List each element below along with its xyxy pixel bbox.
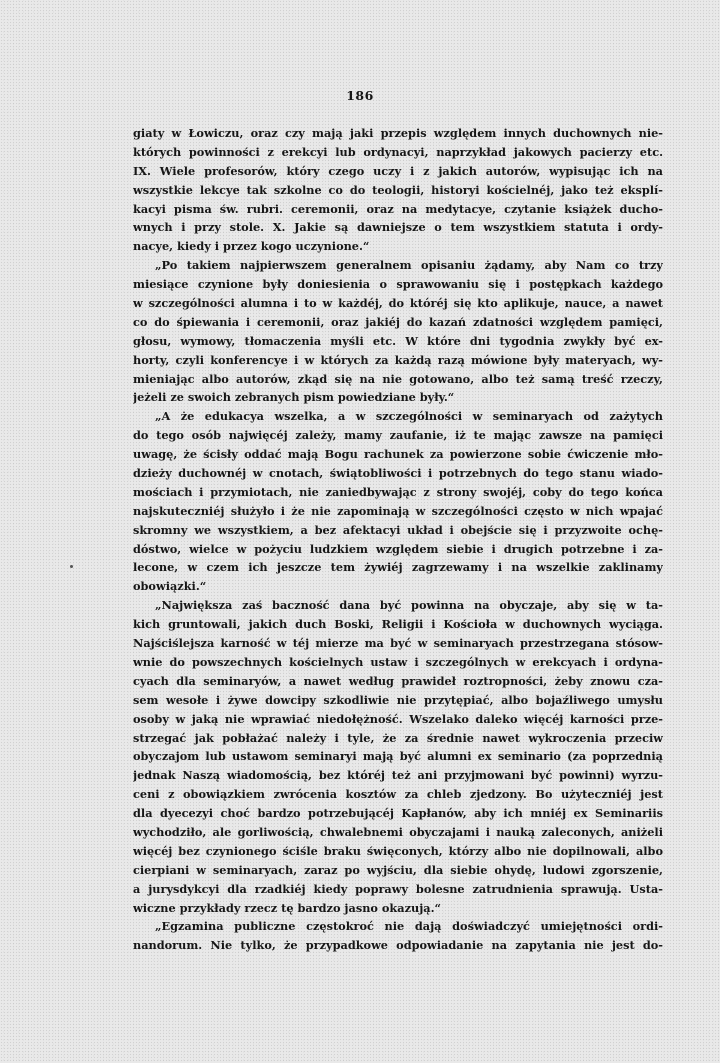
text-line: wiczne przykłady rzecz tę bardzo jasno okazują.“ <box>133 900 442 915</box>
text-line: do tego osób najwięcéj zależy, mamy zaufanie, iż te mając zawsze na pamięci <box>133 428 663 443</box>
text-line: najskuteczniéj służyło i że nie zapominają w szczególności często w nich wpajać <box>133 503 663 518</box>
text-line: „Największa zaś baczność dana być powinna na obyczaje, aby się w ta- <box>155 598 663 613</box>
text-line: „Po takiem najpierwszem generalnem opisaniu żądamy, aby Nam co trzy <box>155 258 663 273</box>
text-line: których powinności z erekcyi lub ordynacyi, naprzykład jakowych pacierzy etc. <box>133 144 663 159</box>
text-line: horty, czyli konferencye i w których za każdą razą mówione były materyach, wy- <box>133 352 663 367</box>
text-line: jeżeli ze swoich zebranych pism powiedziane były.“ <box>133 390 455 405</box>
text-line: lecone, w czem ich jeszcze tem żywiéj zagrzewamy i na wszelkie zaklinamy <box>133 560 663 575</box>
text-line: cierpiani w seminaryach, zaraz po wyjściu, dla siebie ohydę, ludowi zgorszenie, <box>133 862 663 877</box>
text-line: mościach i przymiotach, nie zaniedbywając z strony swojéj, coby do tego końca <box>133 484 663 499</box>
text-line: uwagę, że ścisły oddać mają Bogu rachunek za powierzone sobie ćwiczenie mło- <box>133 447 663 462</box>
text-line: co do śpiewania i ceremonii, oraz jakiéj do kazań zdatności względem pamięci, <box>133 314 663 329</box>
text-line: skromny we wszystkiem, a bez afektacyi układ i obejście się i przyzwoite ochę- <box>133 522 663 537</box>
text-line: jednak Naszą wiadomością, bez któréj też ani przyjmowani być powinni) wyrzu- <box>133 768 663 783</box>
text-line: a jurysdykcyi dla rzadkiéj kiedy poprawy bolesne zatrudnienia sprawują. Usta- <box>133 881 663 896</box>
text-line: wszystkie lekcye tak szkolne co do teologii, historyi kościelnéj, jako też eksplí- <box>133 182 663 197</box>
text-line: więcéj bez czynionego ściśle braku święconych, którzy albo nie dopilnowali, albo <box>133 843 663 858</box>
text-line: nandorum. Nie tylko, że przypadkowe odpowiadanie na zapytania nie jest do- <box>133 938 663 953</box>
paragraph <box>133 917 663 955</box>
text-line: kacyi pisma św. rubri. ceremonii, oraz na medytacye, czytanie książek ducho- <box>133 201 663 216</box>
text-line: wnie do powszechnych kościelnych ustaw i szczególnych w erekcyach i ordyna- <box>133 654 663 669</box>
body-text <box>133 124 663 955</box>
text-line: nacye, kiedy i przez kogo uczynione.“ <box>133 239 370 254</box>
paragraph <box>133 124 663 256</box>
text-line: cyach dla seminaryów, a nawet według prawideł roztropności, żeby znowu cza- <box>133 673 663 688</box>
text-line: wychodziło, ale gorliwością, chwalebnemi obyczajami i nauką zaleconych, aniżeli <box>133 824 663 839</box>
text-line: mieniając albo autorów, zkąd się na nie gotowano, albo też samą treść rzeczy, <box>133 371 663 386</box>
text-line: sem wesołe i żywe dowcipy szkodliwie nie przytępiać, albo bojaźliwego umysłu <box>133 692 663 707</box>
text-line: osoby w jaką nie wprawiać niedołężność. Wszelako daleko więcéj karności prze- <box>133 711 663 726</box>
paragraph <box>133 256 663 407</box>
text-line: dóstwo, wielce w pożyciu ludzkiem względem siebie i drugich potrzebne i za- <box>133 541 663 556</box>
text-line: „A że edukacya wszelka, a w szczególności w seminaryach od zażytych <box>155 409 663 424</box>
text-line: kich gruntowali, jakich duch Boski, Religii i Kościoła w duchownych wyciąga. <box>133 617 663 632</box>
text-line: dla dyecezyi choć bardzo potrzebującéj Kapłanów, aby ich mniéj ex Seminariis <box>133 806 663 821</box>
text-line: „Egzamina publiczne częstokroć nie dają doświadczyć umiejętności ordi- <box>155 919 663 934</box>
text-line: głosu, wymowy, tłomaczenia myśli etc. W które dni tygodnia zwykły być ex- <box>133 333 663 348</box>
text-line: obyczajom lub ustawom seminaryi mają być alumni ex seminario (za poprzednią <box>133 749 663 764</box>
text-line: obowiązki.“ <box>133 579 207 594</box>
paragraph <box>133 407 663 596</box>
text-line: w szczególności alumna i to w każdéj, do któréj się kto aplikuje, nauce, a nawet <box>133 296 663 311</box>
paragraph <box>133 596 663 917</box>
text-line: ceni z obowiązkiem zwrócenia kosztów za chleb zjedzony. Bo użyteczniéj jest <box>133 787 663 802</box>
ink-speck <box>70 565 73 568</box>
page-number: 186 <box>346 88 374 103</box>
text-line: strzegać jak pobłażać należy i tyle, że za średnie nawet wykroczenia przeciw <box>133 730 663 745</box>
text-line: IX. Wiele profesorów, który czego uczy i z jakich autorów, wypisując ich na <box>133 163 663 178</box>
text-line: Najściślejsza karność w téj mierze ma być w seminaryach przestrzegana stósow- <box>133 636 663 651</box>
text-line: wnych i przy stole. X. Jakie są dawniejsze o tem wszystkiem statuta i ordy- <box>133 220 663 235</box>
text-line: giaty w Łowiczu, oraz czy mają jaki przepis względem innych duchownych nie- <box>133 126 663 140</box>
text-line: dzieży duchownéj w cnotach, świątobliwości i potrzebnych do tego stanu wiado- <box>133 466 663 481</box>
text-line: miesiące czynione były doniesienia o sprawowaniu się i postępkach każdego <box>133 277 663 292</box>
